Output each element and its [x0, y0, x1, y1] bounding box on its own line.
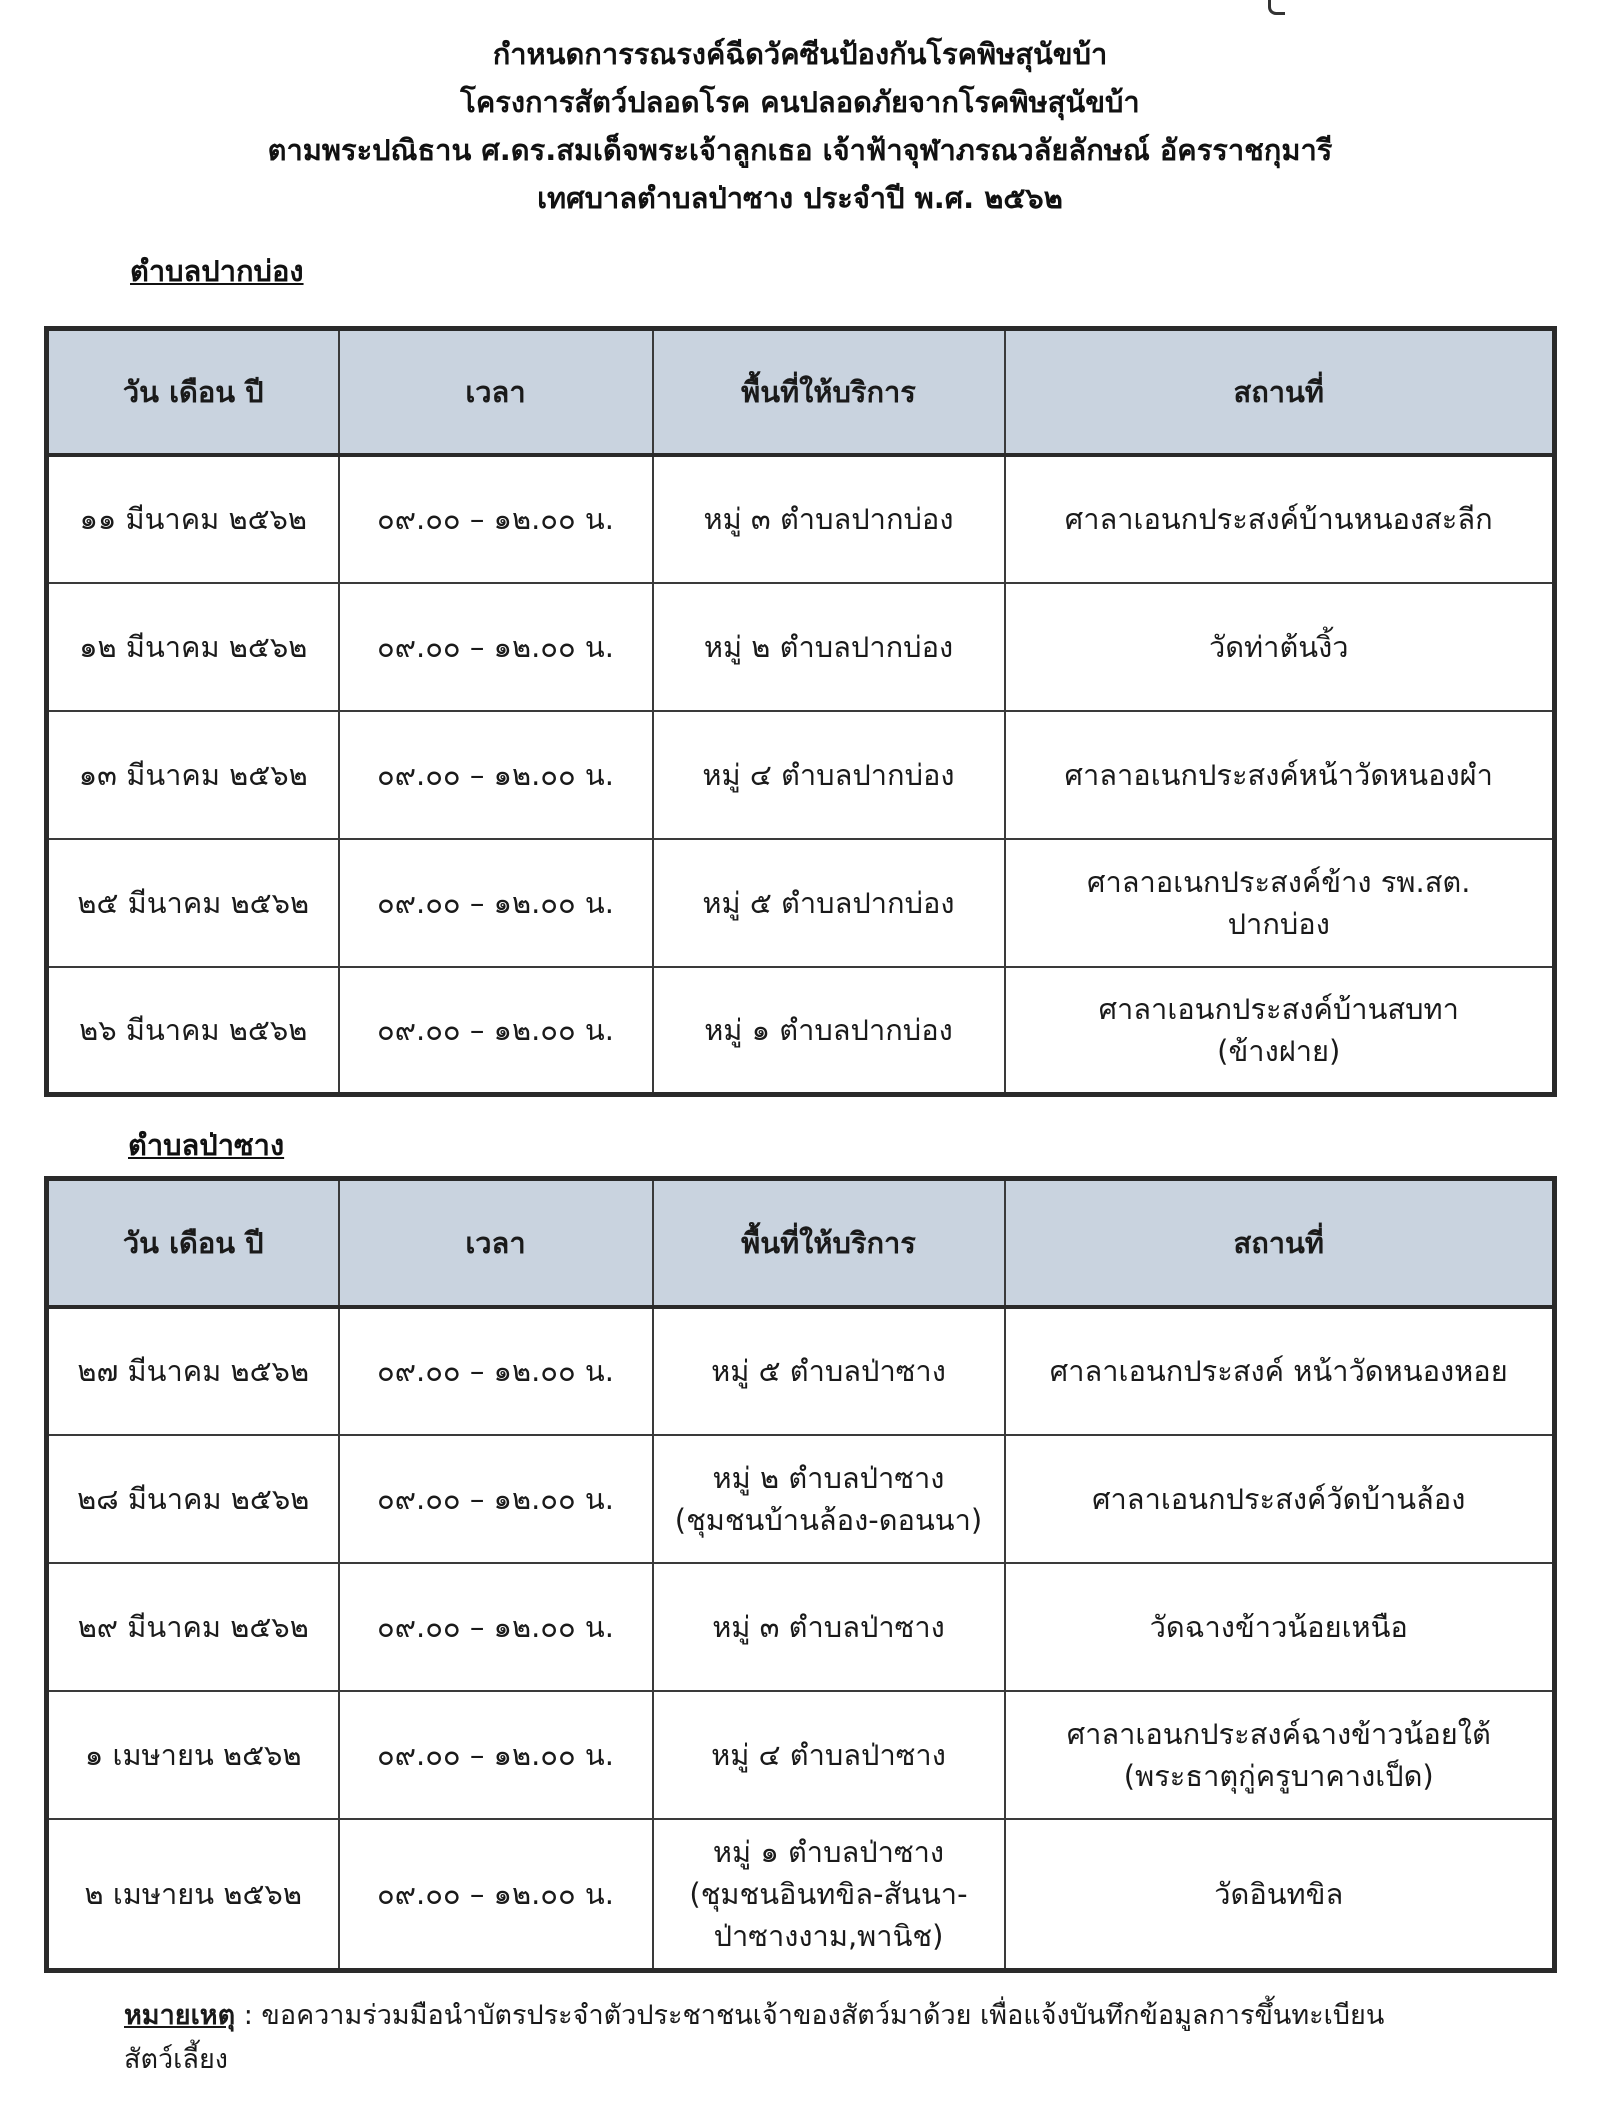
- table-row: [47, 967, 1555, 1095]
- table-header-row: [47, 329, 1555, 455]
- table-row: [47, 839, 1555, 967]
- footnote-label: หมายเหตุ: [124, 2000, 236, 2031]
- column-header-area: พื้นที่ให้บริการ: [653, 329, 1005, 455]
- cell-place: ศาลาเอนกประสงค์บ้านสบทา (ข้างฝาย): [1005, 967, 1555, 1095]
- cell-area: หมู่ ๒ ตำบลปากบ่อง: [653, 583, 1005, 711]
- cell-time: ๐๙.๐๐ – ๑๒.๐๐ น.: [339, 839, 653, 967]
- cell-place: ศาลาเอนกประสงค์บ้านหนองสะลีก: [1005, 455, 1555, 583]
- table-row: [47, 1563, 1555, 1691]
- cell-time: ๐๙.๐๐ – ๑๒.๐๐ น.: [339, 455, 653, 583]
- footnote: [124, 1994, 1424, 2082]
- cell-area: หมู่ ๔ ตำบลป่าซาง: [653, 1691, 1005, 1819]
- column-header-place: สถานที่: [1005, 1179, 1555, 1307]
- cell-time: ๐๙.๐๐ – ๑๒.๐๐ น.: [339, 583, 653, 711]
- header-title: กำหนดการรณรงค์ฉีดวัคซีนป้องกันโรคพิษสุนัขบ้า: [492, 37, 1108, 71]
- cell-place: ศาลาเอนกประสงค์วัดบ้านล้อง: [1005, 1435, 1555, 1563]
- column-header-date: วัน เดือน ปี: [47, 329, 339, 455]
- cell-date: ๑๑ มีนาคม ๒๕๖๒: [47, 455, 339, 583]
- column-header-time: เวลา: [339, 329, 653, 455]
- table-row: [47, 1819, 1555, 1971]
- cell-area: หมู่ ๑ ตำบลป่าซาง (ชุมชนอินทขิล-สันนา- ป่าซางงาม,พานิช): [653, 1819, 1005, 1971]
- page-corner-mark: [1268, 0, 1285, 15]
- cell-date: ๒๙ มีนาคม ๒๕๖๒: [47, 1563, 339, 1691]
- cell-date: ๒๕ มีนาคม ๒๕๖๒: [47, 839, 339, 967]
- cell-place: วัดฉางข้าวน้อยเหนือ: [1005, 1563, 1555, 1691]
- cell-area: หมู่ ๕ ตำบลป่าซาง: [653, 1307, 1005, 1435]
- cell-area: หมู่ ๒ ตำบลป่าซาง (ชุมชนบ้านล้อง-ดอนนา): [653, 1435, 1005, 1563]
- table-row: [47, 1435, 1555, 1563]
- column-header-area: พื้นที่ให้บริการ: [653, 1179, 1005, 1307]
- column-header-time: เวลา: [339, 1179, 653, 1307]
- header-project: โครงการสัตว์ปลอดโรค คนปลอดภัยจากโรคพิษสุนัขบ้า: [460, 85, 1140, 119]
- cell-time: ๐๙.๐๐ – ๑๒.๐๐ น.: [339, 1691, 653, 1819]
- footnote-text: : ขอความร่วมมือนำบัตรประจำตัวประชาชนเจ้าของสัตว์มาด้วย เพื่อแจ้งบันทึกข้อมูลการขึ้นทะเบียนสัตว์เลี้ยง: [124, 2000, 1385, 2075]
- cell-time: ๐๙.๐๐ – ๑๒.๐๐ น.: [339, 1435, 653, 1563]
- cell-date: ๑ เมษายน ๒๕๖๒: [47, 1691, 339, 1819]
- cell-place: วัดอินทขิล: [1005, 1819, 1555, 1971]
- cell-place: ศาลาเอนกประสงค์ฉางข้าวน้อยใต้ (พระธาตุกู่ครูบาคางเป็ด): [1005, 1691, 1555, 1819]
- cell-date: ๒๖ มีนาคม ๒๕๖๒: [47, 967, 339, 1095]
- document-header: [0, 30, 1600, 222]
- column-header-place: สถานที่: [1005, 329, 1555, 455]
- table-row: [47, 711, 1555, 839]
- section-title-pakbong: ตำบลปากบ่อง: [130, 254, 304, 288]
- table-header-row: [47, 1179, 1555, 1307]
- schedule-table-pasang: [44, 1176, 1557, 1973]
- section-title-pasang: ตำบลป่าซาง: [128, 1128, 285, 1162]
- table-row: [47, 455, 1555, 583]
- cell-area: หมู่ ๓ ตำบลปากบ่อง: [653, 455, 1005, 583]
- cell-place: ศาลาเอนกประสงค์ หน้าวัดหนองหอย: [1005, 1307, 1555, 1435]
- cell-place: วัดท่าต้นงิ้ว: [1005, 583, 1555, 711]
- cell-date: ๒๘ มีนาคม ๒๕๖๒: [47, 1435, 339, 1563]
- cell-date: ๑๒ มีนาคม ๒๕๖๒: [47, 583, 339, 711]
- schedule-table-pakbong: [44, 326, 1557, 1097]
- cell-date: ๒๗ มีนาคม ๒๕๖๒: [47, 1307, 339, 1435]
- cell-area: หมู่ ๓ ตำบลป่าซาง: [653, 1563, 1005, 1691]
- cell-time: ๐๙.๐๐ – ๑๒.๐๐ น.: [339, 1563, 653, 1691]
- cell-time: ๐๙.๐๐ – ๑๒.๐๐ น.: [339, 711, 653, 839]
- table-row: [47, 1691, 1555, 1819]
- cell-date: ๒ เมษายน ๒๕๖๒: [47, 1819, 339, 1971]
- cell-place: ศาลาอเนกประสงค์หน้าวัดหนองผำ: [1005, 711, 1555, 839]
- header-patronage: ตามพระปณิธาน ศ.ดร.สมเด็จพระเจ้าลูกเธอ เจ้าฟ้าจุฬาภรณวลัยลักษณ์ อัครราชกุมารี: [267, 133, 1333, 167]
- table-row: [47, 583, 1555, 711]
- cell-area: หมู่ ๔ ตำบลปากบ่อง: [653, 711, 1005, 839]
- cell-time: ๐๙.๐๐ – ๑๒.๐๐ น.: [339, 967, 653, 1095]
- cell-time: ๐๙.๐๐ – ๑๒.๐๐ น.: [339, 1819, 653, 1971]
- cell-time: ๐๙.๐๐ – ๑๒.๐๐ น.: [339, 1307, 653, 1435]
- header-municipality: เทศบาลตำบลป่าซาง ประจำปี พ.ศ. ๒๕๖๒: [537, 181, 1063, 215]
- column-header-date: วัน เดือน ปี: [47, 1179, 339, 1307]
- cell-date: ๑๓ มีนาคม ๒๕๖๒: [47, 711, 339, 839]
- cell-area: หมู่ ๕ ตำบลปากบ่อง: [653, 839, 1005, 967]
- table-row: [47, 1307, 1555, 1435]
- cell-area: หมู่ ๑ ตำบลปากบ่อง: [653, 967, 1005, 1095]
- cell-place: ศาลาอเนกประสงค์ข้าง รพ.สต. ปากบ่อง: [1005, 839, 1555, 967]
